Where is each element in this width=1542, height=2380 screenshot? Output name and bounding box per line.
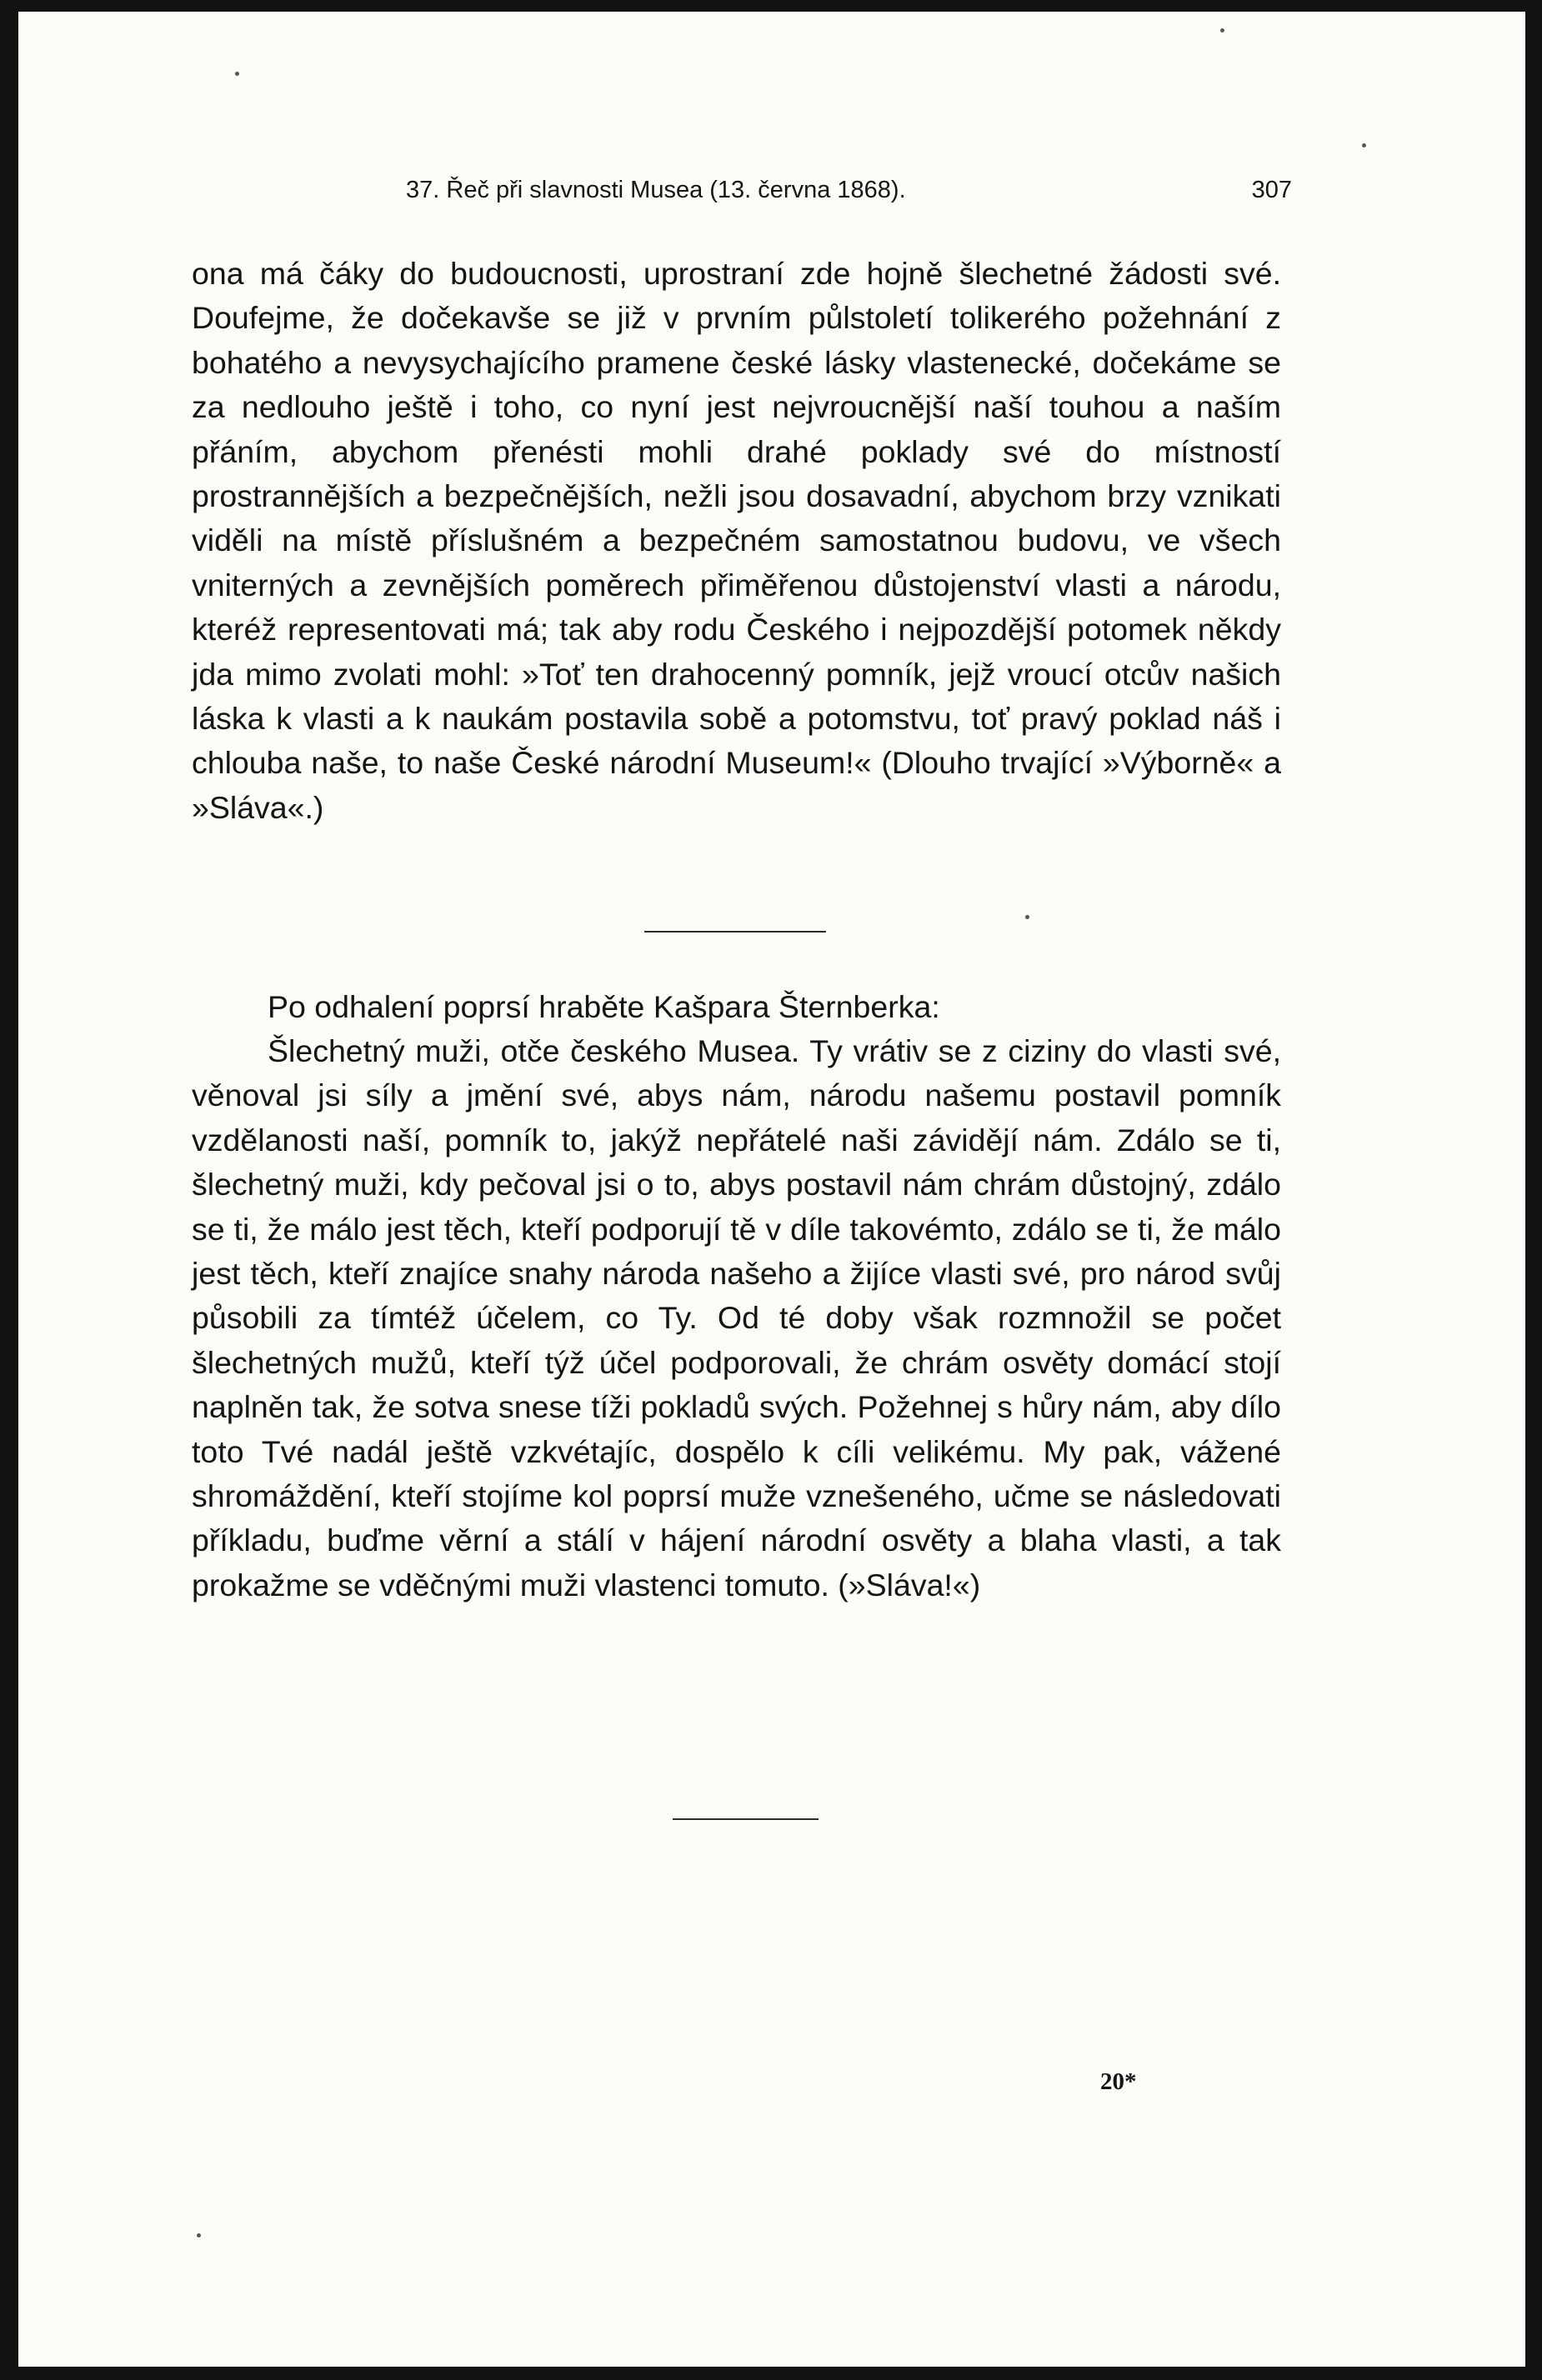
scan-speck (1220, 28, 1224, 32)
section-divider (644, 931, 826, 932)
page-number: 307 (1251, 177, 1292, 203)
running-head-title: 37. Řeč při slavnosti Musea (13. června 1868). (406, 177, 906, 203)
scan-speck (1025, 915, 1029, 919)
paragraph-1: ona má čáky do budoucnosti, uprostraní zde hojně šlechetné žádosti své. Doufejme, že dočekavše se již v prvním půlstoletí tolikerého požehnání z bohatého a nevysychajícího pramene české lásky vlastenecké, dočekáme se za nedlouho ještě i toho, co nyní jest nejvroucnější naší touhou a naším přáním, abychom přenésti mohli drahé poklady své do místností prostrannějších a bezpečnějších, nežli jsou dosavadní, abychom brzy vznikati viděli na místě příslušném a bezpečném samostatnou budovu, ve všech vniterných a zevnějších poměrech přiměřenou důstojenství vlasti a národu, kteréž representovati má; tak aby rodu Českého i nejpozdější potomek někdy jda mimo zvolati mohl: »Toť ten drahocenný pomník, jejž vroucí otcův našich láska k vlasti a k naukám postavila sobě a potomstvu, toť pravý poklad náš i chlouba naše, to naše České národní Museum!« (Dlouho trvající »Výborně« a »Sláva«.) (192, 256, 1281, 825)
signature-mark: 20* (1100, 2068, 1137, 2095)
paragraph-2 (192, 1029, 1281, 1608)
scan-speck (235, 72, 239, 76)
section-heading-text: Po odhalení poprsí hraběte Kašpara Šternberka: (268, 989, 940, 1024)
end-divider (673, 1818, 819, 1820)
section-heading (192, 985, 1281, 1029)
paragraph-2-text: Šlechetný muži, otče českého Musea. Ty vrátiv se z ciziny do vlasti své, věnoval jsi síly a jmění své, abys nám, národu našemu postavil pomník vzdělanosti naší, pomník to, jakýž nepřátelé naši závidějí nám. Zdálo se ti, šlechetný muži, kdy pečoval jsi o to, abys postavil nám chrám důstojný, zdálo se ti, že málo jest těch, kteří podporují tě v díle takovémto, zdálo se ti, že málo jest těch, kteří znajíce snahy národa našeho a žijíce vlasti své, pro národ svůj působili za tímtéž účelem, co Ty. Od té doby však rozmnožil se počet šlechetných mužů, kteří týž účel podporovali, že chrám osvěty domácí stojí naplněn tak, že sotva snese tíži pokladů svých. Požehnej s hůry nám, aby dílo toto Tvé nadál ještě vzkvétajíc, dospělo k cíli velikému. My pak, vážené shromáždění, kteří stojíme kol poprsí muže vznešeného, učme se následovati příkladu, buďme věrní a stálí v hájení národní osvěty a blaha vlasti, a tak prokažme se vděčnými muži vlastenci tomuto. (»Sláva!«) (192, 1033, 1281, 1602)
scan-speck (197, 2233, 201, 2238)
scan-speck (1362, 143, 1366, 148)
